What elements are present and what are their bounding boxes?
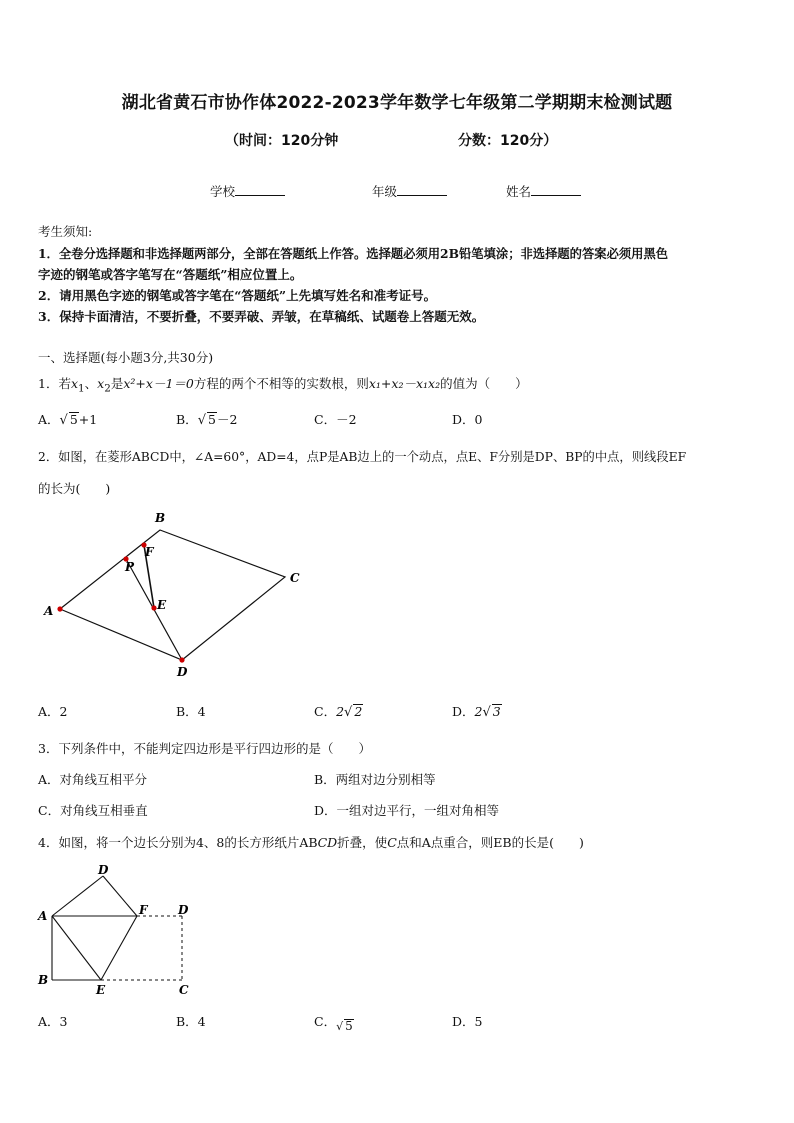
q1-option-c[interactable]: C．－2 [314, 412, 357, 427]
q4-option-d[interactable]: D．5 [452, 1014, 483, 1029]
q1-a-tail: +1 [78, 412, 98, 427]
q2-c-label: C． [314, 704, 337, 719]
question-3-stem: 3．下列条件中，不能判定四边形是平行四边形的是（ ） [38, 741, 371, 756]
rhombus-figure [30, 505, 320, 685]
q4-option-a[interactable]: A．3 [38, 1014, 68, 1029]
label-e: E [96, 983, 106, 997]
sqrt-symbol: √ [344, 705, 353, 720]
label-e: E [157, 598, 167, 612]
q1-a-label: A． [38, 412, 60, 427]
q1-sub1: 1 [78, 382, 85, 395]
q2-c-coef: 2 [336, 704, 345, 719]
q4-c-radicand: 5 [345, 1019, 353, 1033]
q4-option-c[interactable] [314, 1012, 354, 1033]
label-a: A [44, 604, 54, 618]
label-b: B [38, 973, 49, 987]
label-f: F [145, 545, 154, 559]
point-a [57, 606, 62, 611]
label-d: D [177, 665, 188, 679]
q1-b-radicand: 5 [207, 412, 216, 427]
exam-time: （时间：120分钟 [225, 133, 339, 149]
sqrt-symbol: √ [482, 705, 491, 720]
grade-field [372, 182, 447, 200]
q4-c: C [387, 835, 397, 850]
q3-option-c[interactable]: C．对角线互相垂直 [38, 803, 148, 818]
name-field [506, 182, 581, 200]
question-2-stem: 2．如图，在菱形ABCD中，∠A=60°，AD=4，点P是AB边上的一个动点，点E、F分别是DP、BP的中点，则线段EF [38, 450, 687, 464]
rhombus-abcd [60, 530, 285, 660]
q4-c-label: C． [314, 1014, 337, 1029]
question-2-stem-cont: 的长为( ) [38, 481, 111, 496]
segment-df-folded [103, 876, 137, 916]
q2-option-c[interactable] [314, 702, 363, 720]
q2-option-a[interactable]: A．2 [38, 704, 68, 719]
q3-option-a[interactable]: A．对角线互相平分 [38, 772, 148, 787]
q1-equation: x²+x－1＝0 [123, 376, 194, 391]
q4-mid: 折叠，使 [337, 835, 388, 850]
q1-b-label: B． [176, 412, 198, 427]
sqrt-symbol: √ [59, 413, 68, 428]
q1-sep: 、 [84, 376, 98, 391]
segment-ef [101, 916, 137, 980]
notice-item-1-cont: 字迹的钢笔或答字笔写在“答题纸”相应位置上。 [38, 267, 303, 282]
label-f: F [139, 903, 148, 917]
page-title: 湖北省黄石市协作体2022-2023学年数学七年级第二学期期末检测试题 [121, 93, 673, 113]
q1-mid2: 方程的两个不相等的实数根，则 [193, 376, 369, 391]
q1-b-tail: －2 [216, 412, 238, 427]
q1-suffix: 的值为（ ） [440, 376, 528, 391]
q1-sub2: 2 [104, 382, 111, 395]
label-b: B [155, 511, 166, 525]
label-p: P [125, 560, 135, 574]
q1-option-b[interactable] [176, 410, 237, 428]
school-blank[interactable] [235, 183, 285, 196]
segment-ae [52, 916, 101, 980]
q2-d-coef: 2 [474, 704, 483, 719]
label-a: A [38, 909, 48, 923]
label-c: C [179, 983, 189, 997]
q4-suffix: 点和A点重合，则EB的长是( ) [396, 835, 584, 850]
point-e [151, 605, 156, 610]
segment-ad-folded [52, 876, 103, 916]
notice-item-3: 3．保持卡面清洁，不要折叠，不要弄破、弄皱，在草稿纸、试题卷上答题无效。 [38, 309, 485, 324]
name-blank[interactable] [531, 183, 581, 196]
sqrt-symbol: √ [336, 1020, 344, 1033]
q3-option-b[interactable]: B．两组对边分别相等 [314, 772, 436, 787]
q1-x1: x [70, 376, 79, 391]
q1-option-d[interactable]: D．0 [452, 412, 483, 427]
q2-option-b[interactable]: B．4 [176, 704, 206, 719]
q2-d-radicand: 3 [492, 704, 501, 719]
q3-option-d[interactable]: D．一组对边平行，一组对角相等 [314, 803, 500, 818]
school-label: 学校 [210, 184, 236, 199]
q4-option-b[interactable]: B．4 [176, 1014, 206, 1029]
name-label: 姓名 [506, 184, 532, 199]
grade-label: 年级 [372, 184, 398, 199]
question-4-stem [38, 833, 584, 851]
label-c: C [290, 571, 300, 585]
q2-c-radicand: 2 [354, 704, 363, 719]
q1-option-a[interactable] [38, 410, 97, 428]
fold-figure [30, 858, 210, 998]
q4-prefix: 4．如图，将一个边长分别为4、8的长方形纸片AB [38, 835, 318, 850]
label-d: D [178, 903, 189, 917]
q4-cd: CD [317, 835, 338, 850]
school-field [210, 182, 285, 200]
notice-heading: 考生须知: [38, 224, 93, 239]
grade-blank[interactable] [397, 183, 447, 196]
q1-a-radicand: 5 [69, 412, 78, 427]
notice-item-2: 2．请用黑色字迹的钢笔或答字笔在“答题纸”上先填写姓名和准考证号。 [38, 288, 437, 303]
q1-prefix: 1．若 [38, 376, 71, 391]
sqrt-symbol: √ [197, 413, 206, 428]
q1-expression: x₁+x₂－x₁x₂ [368, 376, 441, 391]
section-heading: 一、选择题(每小题3分,共30分) [38, 350, 214, 365]
exam-score: 分数：120分） [458, 133, 558, 149]
q2-option-d[interactable] [452, 702, 502, 720]
q1-mid1: 是 [110, 376, 124, 391]
q1-x2: x [97, 376, 105, 391]
q2-d-label: D． [452, 704, 475, 719]
question-1-stem [38, 374, 528, 395]
point-d [179, 657, 184, 662]
label-d-folded: D [98, 863, 109, 877]
notice-item-1: 1．全卷分选择题和非选择题两部分，全部在答题纸上作答。选择题必须用2B铅笔填涂；非选择题的答案必须用黑色 [38, 246, 669, 261]
